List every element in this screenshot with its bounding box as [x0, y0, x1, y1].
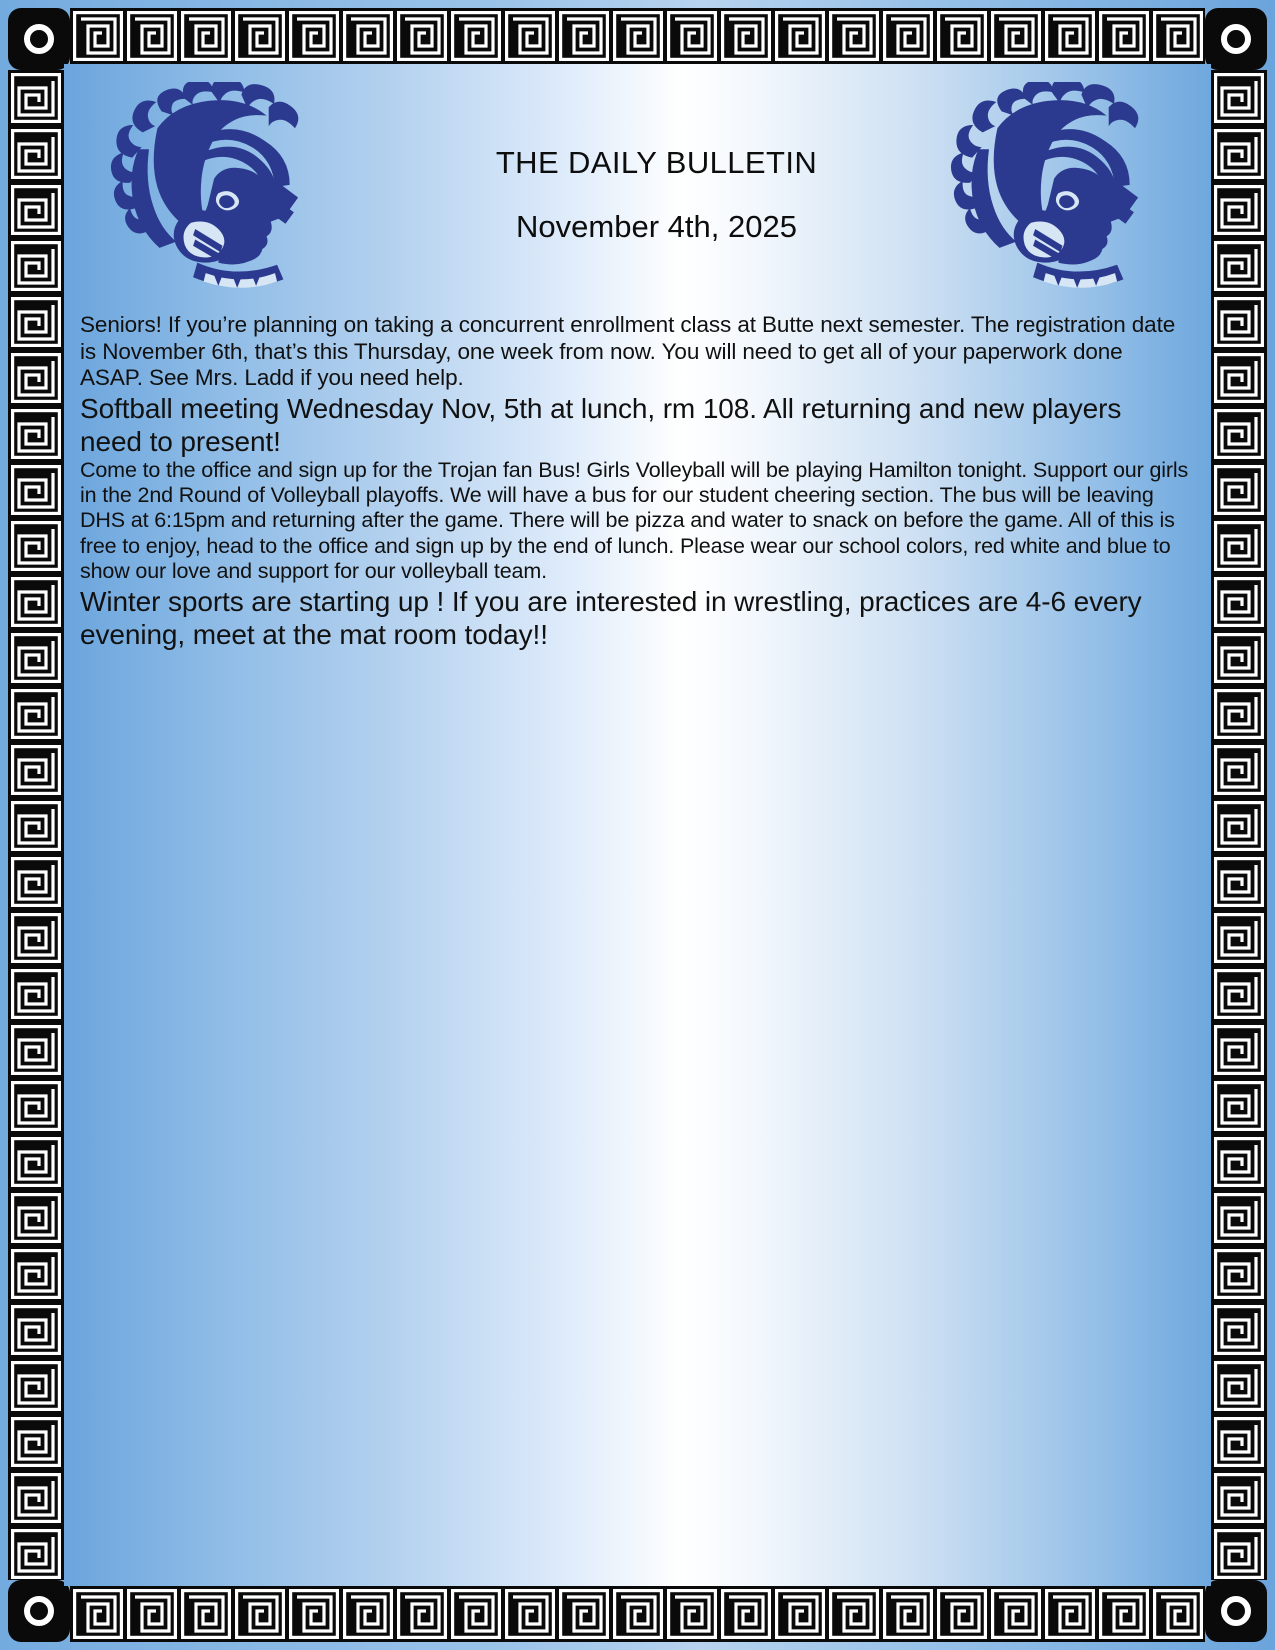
bulletin-header — [64, 64, 1211, 312]
greek-key-tile — [10, 632, 62, 684]
greek-key-tile — [666, 1588, 718, 1640]
greek-key-tile — [1213, 1136, 1265, 1188]
greek-key-tile — [1213, 688, 1265, 740]
greek-key-tile — [936, 1588, 988, 1640]
greek-key-tile — [10, 1024, 62, 1076]
greek-key-tile — [10, 1304, 62, 1356]
greek-key-tile — [72, 1588, 124, 1640]
greek-key-tile — [504, 1588, 556, 1640]
greek-key-tile — [342, 10, 394, 62]
greek-key-tile — [1213, 72, 1265, 124]
greek-key-tile — [10, 1080, 62, 1132]
greek-key-tile — [612, 1588, 664, 1640]
greek-key-tile — [1213, 856, 1265, 908]
greek-key-tile — [10, 800, 62, 852]
greek-key-tile — [10, 1360, 62, 1412]
greek-key-tile — [10, 464, 62, 516]
greek-key-tile — [10, 1528, 62, 1580]
page-title: THE DAILY BULLETIN — [495, 145, 818, 180]
greek-key-tile — [774, 1588, 826, 1640]
greek-key-tile — [1213, 1528, 1265, 1580]
greek-key-tile — [10, 576, 62, 628]
greek-key-tile — [72, 10, 124, 62]
greek-key-tile — [450, 10, 502, 62]
greek-key-tile — [1213, 408, 1265, 460]
greek-key-tile — [1152, 1588, 1204, 1640]
greek-key-tile — [990, 10, 1042, 62]
greek-key-tile — [180, 1588, 232, 1640]
greek-key-tile — [396, 1588, 448, 1640]
greek-key-tile — [882, 10, 934, 62]
greek-key-tile — [612, 10, 664, 62]
greek-key-tile — [990, 1588, 1042, 1640]
announcement-winter-sports: Winter sports are starting up ! If you are interested in wrestling, practices are 4-6 every evening, meet at the mat room today!! — [80, 585, 1142, 650]
bulletin-date: November 4th, 2025 — [516, 209, 797, 245]
border-left — [8, 70, 64, 1580]
announcements-body — [64, 312, 1211, 651]
border-top — [70, 8, 1205, 64]
greek-key-tile — [10, 688, 62, 740]
greek-key-tile — [558, 1588, 610, 1640]
greek-key-tile — [1213, 352, 1265, 404]
greek-key-tile — [1213, 1248, 1265, 1300]
greek-key-tile — [450, 1588, 502, 1640]
greek-key-tile — [10, 744, 62, 796]
greek-key-tile — [1213, 1024, 1265, 1076]
greek-key-tile — [774, 10, 826, 62]
greek-key-tile — [1213, 744, 1265, 796]
greek-key-tile — [10, 352, 62, 404]
greek-key-tile — [720, 10, 772, 62]
greek-key-tile — [1044, 10, 1096, 62]
greek-key-tile — [666, 10, 718, 62]
greek-key-tile — [1213, 240, 1265, 292]
greek-key-tile — [828, 10, 880, 62]
greek-key-tile — [234, 10, 286, 62]
greek-key-tile — [1213, 1472, 1265, 1524]
greek-key-tile — [10, 296, 62, 348]
greek-key-tile — [1213, 1304, 1265, 1356]
greek-key-tile — [1213, 632, 1265, 684]
greek-key-tile — [882, 1588, 934, 1640]
greek-key-tile — [10, 72, 62, 124]
corner-medallion-bottom-right — [1205, 1580, 1267, 1642]
greek-key-tile — [1213, 1192, 1265, 1244]
greek-key-tile — [288, 10, 340, 62]
greek-key-tile — [10, 856, 62, 908]
greek-key-tile — [10, 408, 62, 460]
greek-key-tile — [10, 128, 62, 180]
greek-key-tile — [1213, 296, 1265, 348]
greek-key-tile — [126, 10, 178, 62]
greek-key-tile — [342, 1588, 394, 1640]
greek-key-tile — [828, 1588, 880, 1640]
greek-key-tile — [10, 912, 62, 964]
greek-key-tile — [1213, 800, 1265, 852]
greek-key-tile — [1213, 464, 1265, 516]
greek-key-tile — [234, 1588, 286, 1640]
greek-key-tile — [288, 1588, 340, 1640]
greek-key-tile — [1044, 1588, 1096, 1640]
greek-key-tile — [126, 1588, 178, 1640]
greek-key-tile — [10, 1136, 62, 1188]
greek-key-tile — [1213, 1360, 1265, 1412]
greek-key-tile — [10, 240, 62, 292]
greek-key-tile — [936, 10, 988, 62]
greek-key-tile — [1213, 968, 1265, 1020]
greek-key-tile — [10, 1472, 62, 1524]
greek-key-tile — [1152, 10, 1204, 62]
greek-key-tile — [10, 1416, 62, 1468]
greek-key-tile — [180, 10, 232, 62]
decorative-frame — [8, 8, 1267, 1642]
bulletin-content — [64, 64, 1211, 1586]
greek-key-tile — [10, 184, 62, 236]
announcement-softball: Softball meeting Wednesday Nov, 5th at lunch, rm 108. All returning and new players need to present! — [80, 392, 1122, 457]
greek-key-tile — [396, 10, 448, 62]
corner-medallion-top-left — [8, 8, 70, 70]
greek-key-tile — [1213, 520, 1265, 572]
greek-key-tile — [558, 10, 610, 62]
greek-key-tile — [1213, 576, 1265, 628]
corner-medallion-top-right — [1205, 8, 1267, 70]
greek-key-tile — [1213, 184, 1265, 236]
border-right — [1211, 70, 1267, 1580]
border-bottom — [70, 1586, 1205, 1642]
announcement-seniors: Seniors! If you’re planning on taking a concurrent enrollment class at Butte next semester. The registration date is November 6th, that’s this Thursday, one week from now. You will need to get all of your paperwork done ASAP. See Mrs. Ladd if you need help. — [80, 312, 1176, 391]
greek-key-tile — [1213, 912, 1265, 964]
greek-key-tile — [1213, 1080, 1265, 1132]
corner-medallion-bottom-left — [8, 1580, 70, 1642]
greek-key-tile — [10, 968, 62, 1020]
greek-key-tile — [1098, 10, 1150, 62]
greek-key-tile — [504, 10, 556, 62]
greek-key-tile — [10, 1248, 62, 1300]
greek-key-tile — [1213, 1416, 1265, 1468]
greek-key-tile — [10, 520, 62, 572]
greek-key-tile — [720, 1588, 772, 1640]
announcement-fan-bus: Come to the office and sign up for the Trojan fan Bus! Girls Volleyball will be playing Hamilton tonight. Support our girls in the 2nd Round of Volleyball playoffs. We will have a bus for our student cheering section. The bus will be leaving DHS at 6:15pm and returning after the game. There will be pizza and water to snack on before the game. All of this is free to enjoy, head to the office and sign up by the end of lunch. Please wear our school colors, red white and blue to show our love and support for our volleyball team. — [80, 457, 1189, 584]
greek-key-tile — [1098, 1588, 1150, 1640]
greek-key-tile — [10, 1192, 62, 1244]
trojan-head-icon-right — [934, 82, 1149, 292]
greek-key-tile — [1213, 128, 1265, 180]
